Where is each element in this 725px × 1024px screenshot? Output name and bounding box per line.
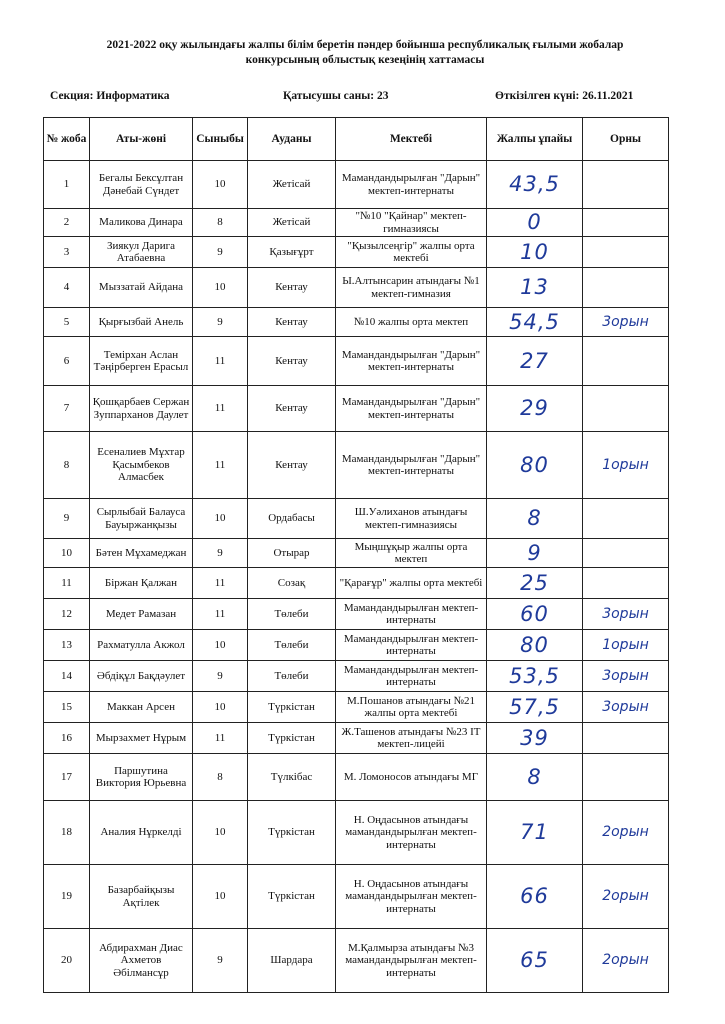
- row-school: Мамандандырылған мектеп-интернаты: [336, 661, 487, 692]
- row-grade: 11: [193, 599, 248, 630]
- row-place: [583, 337, 669, 386]
- row-district: Кентау: [248, 432, 336, 499]
- col-header-name: Аты-жөні: [90, 118, 193, 161]
- row-number: 9: [44, 499, 90, 539]
- table-row: [44, 865, 669, 929]
- row-name: Сырлыбай Балауса Бауыржанқызы: [90, 499, 193, 539]
- row-grade: 9: [193, 308, 248, 337]
- table-row: [44, 539, 669, 568]
- row-number: 2: [44, 209, 90, 237]
- row-school: Ж.Ташенов атындағы №23 IT мектеп-лицейі: [336, 723, 487, 754]
- row-number: 20: [44, 929, 90, 993]
- table-row: [44, 237, 669, 268]
- col-header-school: Мектебі: [336, 118, 487, 161]
- row-school: Н. Оңдасынов атындағы мамандандырылған мектеп-интернаты: [336, 865, 487, 929]
- row-district: Кентау: [248, 337, 336, 386]
- row-place: [583, 209, 669, 237]
- row-place: 3орын: [583, 692, 669, 723]
- date-label: Өткізілген күні:: [495, 90, 580, 102]
- row-school: Мамандандырылған "Дарын" мектеп-интернаты: [336, 337, 487, 386]
- row-score: 25: [487, 568, 583, 599]
- table-row: [44, 499, 669, 539]
- table-row: [44, 432, 669, 499]
- row-score: 9: [487, 539, 583, 568]
- row-number: 6: [44, 337, 90, 386]
- row-score: 71: [487, 801, 583, 865]
- row-number: 10: [44, 539, 90, 568]
- table-row: [44, 723, 669, 754]
- row-district: Түркістан: [248, 801, 336, 865]
- section-label: Секция:: [50, 90, 94, 102]
- section-info: [50, 90, 170, 102]
- row-school: "№10 "Қайнар" мектеп-гимназиясы: [336, 209, 487, 237]
- row-name: Рахматулла Акжол: [90, 630, 193, 661]
- row-district: Түлкібас: [248, 754, 336, 801]
- row-grade: 11: [193, 386, 248, 432]
- row-grade: 10: [193, 268, 248, 308]
- row-grade: 10: [193, 692, 248, 723]
- row-name: Аналия Нұркелді: [90, 801, 193, 865]
- row-name: Мыззатай Айдана: [90, 268, 193, 308]
- row-grade: 9: [193, 929, 248, 993]
- table-row: [44, 209, 669, 237]
- row-score: 65: [487, 929, 583, 993]
- row-name: Біржан Қалжан: [90, 568, 193, 599]
- row-school: М.Пошанов атындағы №21 жалпы орта мектебі: [336, 692, 487, 723]
- row-score: 10: [487, 237, 583, 268]
- row-number: 19: [44, 865, 90, 929]
- row-name: Базарбайқызы Ақтілек: [90, 865, 193, 929]
- row-score: 27: [487, 337, 583, 386]
- row-place: [583, 161, 669, 209]
- date-info: [495, 90, 633, 102]
- participants-label: Қатысушы саны:: [283, 90, 375, 102]
- row-district: Төлеби: [248, 661, 336, 692]
- row-name: Медет Рамазан: [90, 599, 193, 630]
- table-header-row: [44, 118, 669, 161]
- row-score: 53,5: [487, 661, 583, 692]
- row-grade: 8: [193, 754, 248, 801]
- row-school: Мамандандырылған мектеп-интернаты: [336, 630, 487, 661]
- row-place: 1орын: [583, 432, 669, 499]
- row-district: Созақ: [248, 568, 336, 599]
- row-name: Мырзахмет Нұрым: [90, 723, 193, 754]
- row-school: М.Қалмырза атындағы №3 мамандандырылған мектеп-интернаты: [336, 929, 487, 993]
- row-school: Мамандандырылған "Дарын" мектеп-интернаты: [336, 386, 487, 432]
- row-district: Жетісай: [248, 161, 336, 209]
- row-name: Паршутина Виктория Юрьевна: [90, 754, 193, 801]
- col-header-place: Орны: [583, 118, 669, 161]
- row-number: 15: [44, 692, 90, 723]
- row-district: Түркістан: [248, 865, 336, 929]
- row-district: Кентау: [248, 268, 336, 308]
- table-row: [44, 161, 669, 209]
- table-row: [44, 630, 669, 661]
- row-school: "Қарағұр" жалпы орта мектебі: [336, 568, 487, 599]
- row-grade: 11: [193, 568, 248, 599]
- table-row: [44, 801, 669, 865]
- participants-info: [283, 90, 389, 102]
- row-school: Мамандандырылған "Дарын" мектеп-интернаты: [336, 161, 487, 209]
- row-number: 12: [44, 599, 90, 630]
- row-number: 18: [44, 801, 90, 865]
- col-header-number: № жоба: [44, 118, 90, 161]
- row-score: 60: [487, 599, 583, 630]
- row-district: Кентау: [248, 308, 336, 337]
- row-name: Абдирахман Диас Ахметов Әбілмансұр: [90, 929, 193, 993]
- row-school: Мыңшұқыр жалпы орта мектеп: [336, 539, 487, 568]
- row-number: 8: [44, 432, 90, 499]
- row-school: №10 жалпы орта мектеп: [336, 308, 487, 337]
- table-row: [44, 268, 669, 308]
- row-name: Қошқарбаев Сержан Зуппарханов Даулет: [90, 386, 193, 432]
- row-grade: 9: [193, 539, 248, 568]
- row-grade: 10: [193, 865, 248, 929]
- row-school: Мамандандырылған "Дарын" мектеп-интернаты: [336, 432, 487, 499]
- row-score: 39: [487, 723, 583, 754]
- row-district: Жетісай: [248, 209, 336, 237]
- table-row: [44, 568, 669, 599]
- row-number: 14: [44, 661, 90, 692]
- table-row: [44, 692, 669, 723]
- row-number: 7: [44, 386, 90, 432]
- row-name: Бәтен Мұхамеджан: [90, 539, 193, 568]
- row-place: 2орын: [583, 929, 669, 993]
- row-number: 11: [44, 568, 90, 599]
- row-name: Бегалы Бексұлтан Дәнебай Сүндет: [90, 161, 193, 209]
- row-place: 3орын: [583, 661, 669, 692]
- row-grade: 10: [193, 161, 248, 209]
- row-school: "Қызылсеңгір" жалпы орта мектебі: [336, 237, 487, 268]
- row-name: Темірхан Аслан Тәңірберген Ерасыл: [90, 337, 193, 386]
- row-score: 43,5: [487, 161, 583, 209]
- row-grade: 10: [193, 499, 248, 539]
- row-district: Түркістан: [248, 692, 336, 723]
- title-line-1: 2021-2022 оқу жылындағы жалпы білім беретін пәндер бойынша республикалық ғылыми жобалар: [106, 39, 624, 51]
- table-row: [44, 754, 669, 801]
- table-row: [44, 661, 669, 692]
- row-school: Ш.Уәлиханов атындағы мектеп-гимназиясы: [336, 499, 487, 539]
- table-row: [44, 599, 669, 630]
- row-score: 8: [487, 754, 583, 801]
- row-grade: 10: [193, 630, 248, 661]
- row-score: 8: [487, 499, 583, 539]
- row-grade: 9: [193, 661, 248, 692]
- row-score: 29: [487, 386, 583, 432]
- row-place: [583, 723, 669, 754]
- row-name: Зиякул Дарига Атабаевна: [90, 237, 193, 268]
- row-grade: 11: [193, 432, 248, 499]
- row-score: 54,5: [487, 308, 583, 337]
- row-place: 1орын: [583, 630, 669, 661]
- row-place: 2орын: [583, 865, 669, 929]
- row-district: Қазығұрт: [248, 237, 336, 268]
- section-value: Информатика: [96, 90, 170, 102]
- row-district: Ордабасы: [248, 499, 336, 539]
- row-number: 5: [44, 308, 90, 337]
- participants-value: 23: [377, 90, 389, 102]
- row-name: Маликова Динара: [90, 209, 193, 237]
- row-name: Қырғызбай Анель: [90, 308, 193, 337]
- row-place: [583, 499, 669, 539]
- row-name: Маккан Арсен: [90, 692, 193, 723]
- row-score: 0: [487, 209, 583, 237]
- row-number: 17: [44, 754, 90, 801]
- row-district: Отырар: [248, 539, 336, 568]
- row-place: [583, 754, 669, 801]
- table-row: [44, 386, 669, 432]
- row-number: 3: [44, 237, 90, 268]
- results-table: [43, 117, 669, 993]
- row-place: [583, 568, 669, 599]
- row-school: Н. Оңдасынов атындағы мамандандырылған мектеп-интернаты: [336, 801, 487, 865]
- row-grade: 11: [193, 723, 248, 754]
- document-title: [40, 38, 690, 68]
- table-row: [44, 929, 669, 993]
- row-place: [583, 386, 669, 432]
- row-place: 3орын: [583, 308, 669, 337]
- table-row: [44, 337, 669, 386]
- row-district: Шардара: [248, 929, 336, 993]
- row-number: 16: [44, 723, 90, 754]
- row-grade: 8: [193, 209, 248, 237]
- col-header-score: Жалпы ұпайы: [487, 118, 583, 161]
- row-place: 2орын: [583, 801, 669, 865]
- row-name: Есеналиев Мұхтар Қасымбеков Алмасбек: [90, 432, 193, 499]
- row-number: 1: [44, 161, 90, 209]
- col-header-grade: Сыныбы: [193, 118, 248, 161]
- row-number: 13: [44, 630, 90, 661]
- row-school: М. Ломоносов атындағы МГ: [336, 754, 487, 801]
- table-row: [44, 308, 669, 337]
- row-score: 13: [487, 268, 583, 308]
- col-header-district: Ауданы: [248, 118, 336, 161]
- row-place: 3орын: [583, 599, 669, 630]
- row-district: Түркістан: [248, 723, 336, 754]
- row-name: Әбдіқұл Бақдәулет: [90, 661, 193, 692]
- row-grade: 10: [193, 801, 248, 865]
- row-score: 80: [487, 432, 583, 499]
- row-school: Ы.Алтынсарин атындағы №1 мектеп-гимназия: [336, 268, 487, 308]
- row-place: [583, 268, 669, 308]
- row-district: Кентау: [248, 386, 336, 432]
- row-number: 4: [44, 268, 90, 308]
- row-district: Төлеби: [248, 630, 336, 661]
- row-place: [583, 539, 669, 568]
- row-score: 57,5: [487, 692, 583, 723]
- row-grade: 11: [193, 337, 248, 386]
- row-place: [583, 237, 669, 268]
- row-school: Мамандандырылған мектеп-интернаты: [336, 599, 487, 630]
- date-value: 26.11.2021: [582, 90, 634, 102]
- row-district: Төлеби: [248, 599, 336, 630]
- row-grade: 9: [193, 237, 248, 268]
- title-line-2: конкурсының облыстық кезеңінің хаттамасы: [245, 54, 485, 66]
- row-score: 80: [487, 630, 583, 661]
- row-score: 66: [487, 865, 583, 929]
